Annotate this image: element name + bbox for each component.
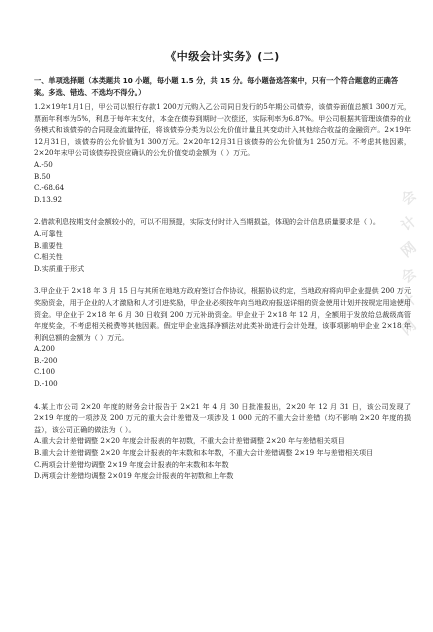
- question-2: [34, 216, 411, 274]
- option-c: C.两项会计差错均调整 2×19 年度会计报表的年末数和本年数: [34, 459, 229, 469]
- option-d: D.实质重于形式: [34, 263, 85, 273]
- option-d: D.13.92: [34, 194, 62, 204]
- watermark-logo: 会 计 网 会 计 网: [398, 187, 420, 339]
- option-a: A.200: [34, 344, 55, 354]
- question-stem: 1.2×19年1月1日，甲公司以银行存款1 200万元购入乙公司同日发行的5年期公司债券，该债券面值总额1 300万元，票面年利率为5%，利息于每年末支付，本金在债券到期时一次偿还，实际利率为6.87%。甲公司根据其管理该债券的业务模式和该债券的合同现金流量特征，将该债券分类为以公允价值计量且其变动计入其他综合收益的金融资产。2×19年12月31日，该债券的公允价值为1 300万元。2×20年12月31日该债券的公允价值为1 250万元。不考虑其他因素，2×20年末甲公司该债券投资应确认的公允价值变动金额为（ ）万元。: [34, 102, 411, 158]
- question-stem: 3.甲企业于 2×18 年 3 月 15 日与其所在地地方政府签订合作协议，根据协议约定，当地政府将向甲企业提供 200 万元奖励资金，用于企业的人才激励和人才引进奖励，甲企业必须按年向当地政府报送详细的资金使用计划并按规定用途使用资金。甲企业于 2×18 年 6 月 30 日收到 200 万元补助资金。甲企业于 2×18 年 12 月，全额用于发放给总裁级高管年度奖金，不考虑相关税费等其他因素。假定甲企业选择净额法对此类补助进行会计处理，该事项影响甲企业 2×18 年利润总额的金额为（ ）万元。: [34, 286, 411, 342]
- option-d: D.两项会计差错均调整 2×019 年度会计报表的年初数和上年数: [34, 471, 234, 481]
- question-stem: 2.借款利息按期支付金额较小的，可以不用预提，实际支付时计入当期损益，体现的会计信息质量要求是（ ）。: [34, 217, 380, 227]
- spacer: [34, 274, 411, 285]
- option-c: C.100: [34, 367, 55, 377]
- spacer: [34, 205, 411, 216]
- option-b: B.50: [34, 171, 51, 181]
- question-1: [34, 101, 411, 205]
- option-d: D.-100: [34, 379, 58, 389]
- section-heading: 一、单项选择题（本类题共 10 小题，每小题 1.5 分，共 15 分。每小题备选答案中，只有一个符合题意的正确答案。多选、错选、不选均不得分。）: [34, 76, 399, 97]
- option-b: B.重大会计差错调整 2×20 年度会计报表的年末数和本年数，不重大会计差错调整 2×19 年与差错相关项目: [34, 448, 374, 458]
- option-b: B.-200: [34, 355, 58, 365]
- question-3: [34, 285, 411, 389]
- option-a: A.可靠性: [34, 228, 63, 238]
- question-stem: 4.某上市公司 2×20 年度的财务会计报告于 2×21 年 4 月 30 日批准报出，2×20 年 12 月 31 日，该公司发现了 2×19 年度的一项涉及 200 万元的重大会计差错及一项涉及 1 000 元的不重大会计差错（均不影响 2×20 年度的损益），该公司正确的做法为（ ）。: [34, 401, 411, 434]
- option-c: C.-68.64: [34, 183, 65, 193]
- option-a: A.重大会计差错调整 2×20 年度会计报表的年初数，不重大会计差错调整 2×20 年与差错相关项目: [34, 436, 345, 446]
- document-title: 《中级会计实务》(二): [165, 50, 280, 63]
- spacer: [34, 390, 411, 401]
- option-c: C.相关性: [34, 252, 63, 262]
- question-4: [34, 401, 411, 482]
- option-b: B.重要性: [34, 240, 63, 250]
- option-a: A.-50: [34, 159, 53, 169]
